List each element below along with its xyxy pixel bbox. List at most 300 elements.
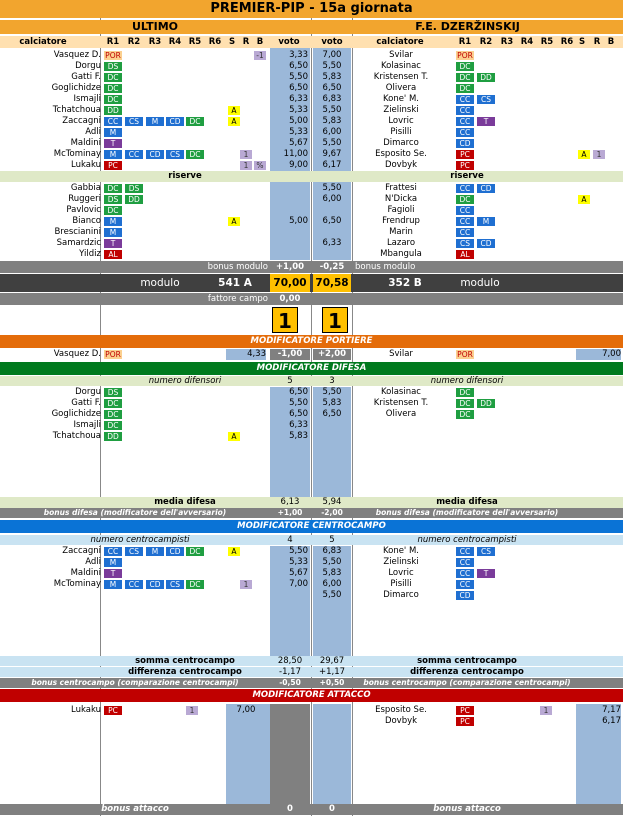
vote-left [270,249,308,260]
role-badge: CC [456,106,474,115]
role-badge: CC [456,228,474,237]
forward-right: Dovbyk [384,716,418,726]
bonus-attacco-label: bonus attacco [101,804,169,814]
vote-right: 6,50 [322,83,342,93]
bonus-attacco-row [0,804,623,815]
forward-right: Esposito Se. [375,705,427,715]
role-badge: CD [477,184,495,193]
col-b: B [256,37,264,47]
player-name-right: Kolasinac [381,61,421,71]
col-role: R5 [540,37,554,47]
midfielder-vote-left: 7,00 [289,579,308,589]
player-name-right: Kristensen T. [373,72,429,82]
role-badge: CC [456,217,474,226]
vote-left [270,238,308,249]
score-left: 1 [272,307,298,333]
role-badge: DC [186,547,204,556]
player-name-left: Ruggeri [68,194,101,204]
midfielder-right: Pisilli [390,579,412,589]
difensori-right: 3 [329,376,335,386]
bonus-centrocampo-row [0,678,623,688]
media-difesa-label: media difesa [436,497,498,507]
player-name-left: Zaccagni [62,116,101,126]
bonus-flag: 1 [540,706,552,715]
vote-left: 3,33 [289,50,308,60]
modificatore-difesa-title: MODIFICATORE DIFESA [256,363,367,373]
role-badge: DC [104,206,122,215]
player-name-right: Olivera [385,83,417,93]
defender-vote-right: 5,83 [322,398,342,408]
player-name-left: Maldini [70,138,101,148]
total-left: 70,00 [270,274,310,292]
player-name-right: Pisilli [390,127,412,137]
bonus-difesa-right: -2,00 [321,508,343,517]
role-badge: CD [456,591,474,600]
role-badge: DC [186,150,204,159]
modulo-label: modulo [140,277,180,289]
fattore-campo-label: fattore campo [207,294,268,304]
role-badge: CC [456,558,474,567]
role-badge: CS [456,239,474,248]
keeper-bonus-right: +2,00 [313,349,351,360]
midfielder-vote-left: 5,50 [289,546,308,556]
vote-left: 5,33 [289,105,308,115]
keeper-right: Svilar [389,349,413,359]
starter-row [0,116,623,127]
bonus-modulo-left: +1,00 [275,262,305,272]
role-badge: T [104,139,122,148]
vote-left: 9,00 [289,160,308,170]
col-player: calciatore [19,37,67,47]
somma-left: 28,50 [277,656,303,666]
player-name-left: Gatti F. [71,72,101,82]
midfielder-vote-right: 5,50 [322,557,342,567]
defender-vote-left: 6,50 [289,387,308,397]
forward-vote-right: 7,17 [602,705,621,715]
score-right: 1 [322,307,348,333]
vote-left: 6,50 [289,61,308,71]
modulo-label: modulo [460,277,500,289]
player-name-right: Dimarco [383,138,419,148]
defender-left: Gatti F. [71,398,101,408]
col-role: R2 [127,37,141,47]
role-badge: PC [456,161,474,170]
role-badge: DC [104,410,122,419]
player-name-left: Pavlovic [66,205,101,215]
role-badge: CC [456,128,474,137]
starter-row [0,50,623,61]
player-name-left: Dorgu [75,61,101,71]
differenza-right: +1,17 [318,667,346,677]
warning-flag: A [228,432,240,441]
player-name-right: Esposito Se. [375,149,427,159]
role-badge: T [104,569,122,578]
role-badge: DS [104,62,122,71]
player-name-right: Fagioli [387,205,415,215]
bonus-attacco-label: bonus attacco [433,804,501,814]
defender-left: Ismajli [73,420,101,430]
keeper-bonus-left: -1,00 [270,349,310,360]
media-left: 6,13 [280,497,300,507]
difensori-left: 5 [287,376,293,386]
vote-right [313,249,351,260]
bonus-modulo-label: bonus modulo [355,262,416,272]
bonus-centrocampo-label: bonus centrocampo (comparazione centrocampi) [31,678,239,687]
role-badge: M [104,558,122,567]
role-badge: DC [456,388,474,397]
midfielder-left: Maldini [70,568,101,578]
player-name-left: Tchatchoua [52,105,101,115]
midfielder-right: Lovric [388,568,414,578]
player-name-left: Bianco [72,216,101,226]
role-badge: DD [125,195,143,204]
role-badge: CC [456,117,474,126]
col-role: R1 [458,37,472,47]
role-badge: DC [104,421,122,430]
vote-left: 6,33 [289,94,308,104]
role-badge: DC [456,399,474,408]
col-role: R3 [148,37,162,47]
portiere-row [0,349,623,360]
role-badge: CC [104,117,122,126]
role-badge: M [104,217,122,226]
role-badge: DC [186,117,204,126]
difensori-label: numero difensori [430,376,504,386]
total-right: 70,58 [313,274,351,292]
starter-row [0,61,623,72]
bonus-modulo-right: -0,25 [319,262,345,272]
player-name-right: N'Dicka [384,194,418,204]
reserve-row [0,249,623,260]
modificatore-difesa [0,362,623,375]
starter-row [0,72,623,83]
role-badge: DC [456,62,474,71]
warning-flag: A [228,547,240,556]
bonus-flag: 1 [593,150,605,159]
keeper-left: Vasquez D. [53,349,101,359]
role-badge: M [104,150,122,159]
defender-left: Dorgu [75,387,101,397]
player-name-right: Kone' M. [382,94,420,104]
centrocampo-row [0,579,623,590]
role-badge: DC [104,84,122,93]
centrocampo-row [0,590,623,601]
role-badge: DC [456,410,474,419]
vote-right [313,227,351,238]
fattore-campo-value: 0,00 [279,294,301,304]
vote-right: 5,50 [322,138,342,148]
midfielder-vote-left: 5,67 [289,568,308,578]
starter-row [0,105,623,116]
team-name-left: ULTIMO [131,20,178,33]
reserves-label: riserve [168,171,202,181]
role-badge: CC [456,569,474,578]
col-vote: voto [321,37,343,47]
vote-left [270,227,308,238]
role-badge: DC [456,84,474,93]
vote-left [270,183,308,194]
bonus-centrocampo-label: bonus centrocampo (comparazione centrocampi) [363,678,571,687]
warning-flag: A [578,150,590,159]
role-badge: AL [456,250,474,259]
role-badge: DC [104,95,122,104]
vote-right: 5,83 [322,72,342,82]
reserve-row [0,183,623,194]
role-badge: PC [104,161,122,170]
role-badge: CD [477,239,495,248]
bonus-difesa-row [0,508,623,518]
vote-right [313,205,351,216]
role-badge: DC [186,580,204,589]
vote-right: 5,83 [322,116,342,126]
player-name-right: Svilar [389,50,413,60]
role-badge: DS [125,184,143,193]
bonus-difesa-label: bonus difesa (modificatore dell'avversario) [43,508,227,517]
role-badge: M [104,128,122,137]
reserve-row [0,216,623,227]
col-role: R4 [520,37,534,47]
role-badge: CS [125,117,143,126]
starter-row [0,127,623,138]
midfielder-vote-left: 5,33 [289,557,308,567]
player-name-right: Mbangula [380,249,422,259]
defender-vote-left: 5,50 [289,398,308,408]
player-name-left: McTominay [53,149,101,159]
player-name-right: Marin [389,227,413,237]
vote-right: 6,50 [322,216,342,226]
midfielder-left: Zaccagni [62,546,101,556]
centrocampo-row [0,568,623,579]
col-role: R3 [500,37,514,47]
col-s: S [228,37,236,47]
role-badge: POR [457,350,473,359]
starter-row [0,149,623,160]
vote-left [270,205,308,216]
keeper-vote-left: 4,33 [226,349,266,360]
role-badge: PC [104,706,122,715]
differenza-left: -1,17 [279,667,301,677]
forward-left: Lukaku [70,705,101,715]
role-badge: CS [166,150,184,159]
role-badge: PC [456,150,474,159]
col-player: calciatore [376,37,424,47]
col-role: R5 [188,37,202,47]
centrocampisti-left: 4 [287,535,293,545]
col-r: R [593,37,601,47]
role-badge: CD [166,547,184,556]
role-badge: CC [456,184,474,193]
team-header [0,20,623,34]
defender-vote-right: 5,50 [322,387,342,397]
role-badge: DC [456,73,474,82]
bonus-centrocampo-left: -0,50 [279,678,301,687]
role-badge: CS [166,580,184,589]
col-role: R6 [208,37,222,47]
difesa-count-row [0,376,623,386]
bonus-attacco-right: 0 [329,804,335,814]
midfielder-right: Dimarco [383,590,419,600]
attacco-row [0,716,623,727]
defender-right: Olivera [385,409,417,419]
modificatore-attacco [0,689,623,702]
role-badge: CC [456,580,474,589]
player-name-right: Frattesi [385,183,417,193]
starter-row [0,83,623,94]
vote-left: 5,50 [289,72,308,82]
role-badge: PC [456,706,474,715]
col-vote: voto [278,37,300,47]
role-badge: M [146,117,164,126]
col-role: R4 [168,37,182,47]
player-name-right: Dovbyk [384,160,418,170]
starter-row [0,160,623,171]
centrocampo-count-row [0,535,623,545]
reserve-row [0,205,623,216]
modulo-left: 541 A [218,277,252,289]
bonus-difesa-left: +1,00 [277,508,303,517]
role-badge: DD [104,432,122,441]
bonus-difesa-label: bonus difesa (modificatore dell'avversario) [375,508,559,517]
bonus-flag: 1 [186,706,198,715]
role-badge: CD [146,150,164,159]
col-role: R1 [106,37,120,47]
reserves-label: riserve [450,171,484,181]
media-difesa-row [0,497,623,508]
somma-right: 29,67 [319,656,345,666]
role-badge: CC [456,206,474,215]
media-right: 5,94 [322,497,342,507]
column-header-row [0,36,623,48]
difesa-row [0,398,623,409]
reserve-row [0,194,623,205]
vote-left: 6,50 [289,83,308,93]
vote-right: 6,00 [322,127,342,137]
role-badge: M [477,217,495,226]
difesa-row [0,431,623,442]
defender-left: Tchatchoua [52,431,101,441]
defender-right: Kolasinac [381,387,421,397]
starter-row [0,94,623,105]
warning-flag: A [578,195,590,204]
vote-left [270,194,308,205]
role-badge: POR [105,350,121,359]
player-name-left: Vasquez D. [53,50,101,60]
role-badge: DC [104,73,122,82]
centrocampisti-label: numero centrocampisti [90,535,190,545]
warning-flag: A [228,217,240,226]
midfielder-vote-right: 6,83 [322,546,342,556]
player-name-right: Lovric [388,116,414,126]
bonus-centrocampo-right: +0,50 [319,678,345,687]
role-badge: CS [477,95,495,104]
difesa-row [0,420,623,431]
player-name-right: Zielinski [383,105,419,115]
somma-label: somma centrocampo [135,656,235,666]
warning-flag: A [228,117,240,126]
midfielder-right: Zielinski [383,557,419,567]
differenza-row [0,667,623,677]
vote-right: 5,50 [322,61,342,71]
role-badge: T [104,239,122,248]
player-name-right: Lazaro [386,238,416,248]
player-name-left: Ismajli [73,94,101,104]
modificatore-centrocampo-title: MODIFICATORE CENTROCAMPO [237,521,386,531]
midfielder-left: McTominay [53,579,101,589]
bonus-flag: % [254,161,266,170]
player-name-left: Samardzic [56,238,101,248]
role-badge: POR [457,51,473,60]
role-badge: CS [477,547,495,556]
role-badge: M [104,580,122,589]
col-s: S [578,37,586,47]
role-badge: POR [105,51,121,60]
role-badge: M [146,547,164,556]
page-title: PREMIER-PIP - 15a giornata [210,1,413,16]
player-name-left: Gabbia [70,183,101,193]
bonus-attacco-left: 0 [287,804,293,814]
modulo-row [0,274,623,292]
defender-vote-left: 6,50 [289,409,308,419]
midfielder-vote-right: 6,00 [322,579,342,589]
player-name-right: Frendrup [382,216,420,226]
reserve-row [0,238,623,249]
modificatore-attacco-title: MODIFICATORE ATTACCO [252,690,371,700]
role-badge: DD [104,106,122,115]
defender-vote-left: 5,83 [289,431,308,441]
role-badge: CC [125,150,143,159]
midfielder-right: Kone' M. [382,546,420,556]
bonus-flag: 1 [240,150,252,159]
attacco-row [0,705,623,716]
warning-flag: A [228,106,240,115]
player-name-left: Lukaku [70,160,101,170]
role-badge: DS [104,195,122,204]
centrocampisti-right: 5 [329,535,335,545]
midfielder-vote-right: 5,83 [322,568,342,578]
role-badge: DC [456,195,474,204]
player-name-left: Brescianini [54,227,101,237]
bonus-modulo-label: bonus modulo [207,262,268,272]
vote-right: 6,83 [322,94,342,104]
vote-right: 5,50 [322,105,342,115]
forward-vote-left: 7,00 [236,705,256,715]
bonus-flag: 1 [240,161,252,170]
col-role: R6 [560,37,574,47]
role-badge: T [477,117,495,126]
role-badge: DD [477,399,495,408]
role-badge: CC [456,547,474,556]
vote-left: 5,33 [289,127,308,137]
vote-right: 9,67 [322,149,342,159]
role-badge: CC [104,547,122,556]
media-difesa-label: media difesa [154,497,216,507]
midfielder-left: Adli [85,557,101,567]
player-name-left: Adli [85,127,101,137]
somma-label: somma centrocampo [417,656,517,666]
vote-right: 6,33 [322,238,342,248]
role-badge: DC [104,184,122,193]
bonus-flag: -1 [254,51,266,60]
col-role: R2 [479,37,493,47]
fattore-campo-row [0,293,623,305]
defender-left: Goglichidze [51,409,101,419]
modificatore-portiere-title: MODIFICATORE PORTIERE [250,336,373,346]
team-name-right: F.E. DZERŽINSKIJ [415,20,520,33]
vote-right: 6,17 [322,160,342,170]
role-badge: CC [456,95,474,104]
differenza-label: differenza centrocampo [128,667,242,677]
starter-row [0,138,623,149]
